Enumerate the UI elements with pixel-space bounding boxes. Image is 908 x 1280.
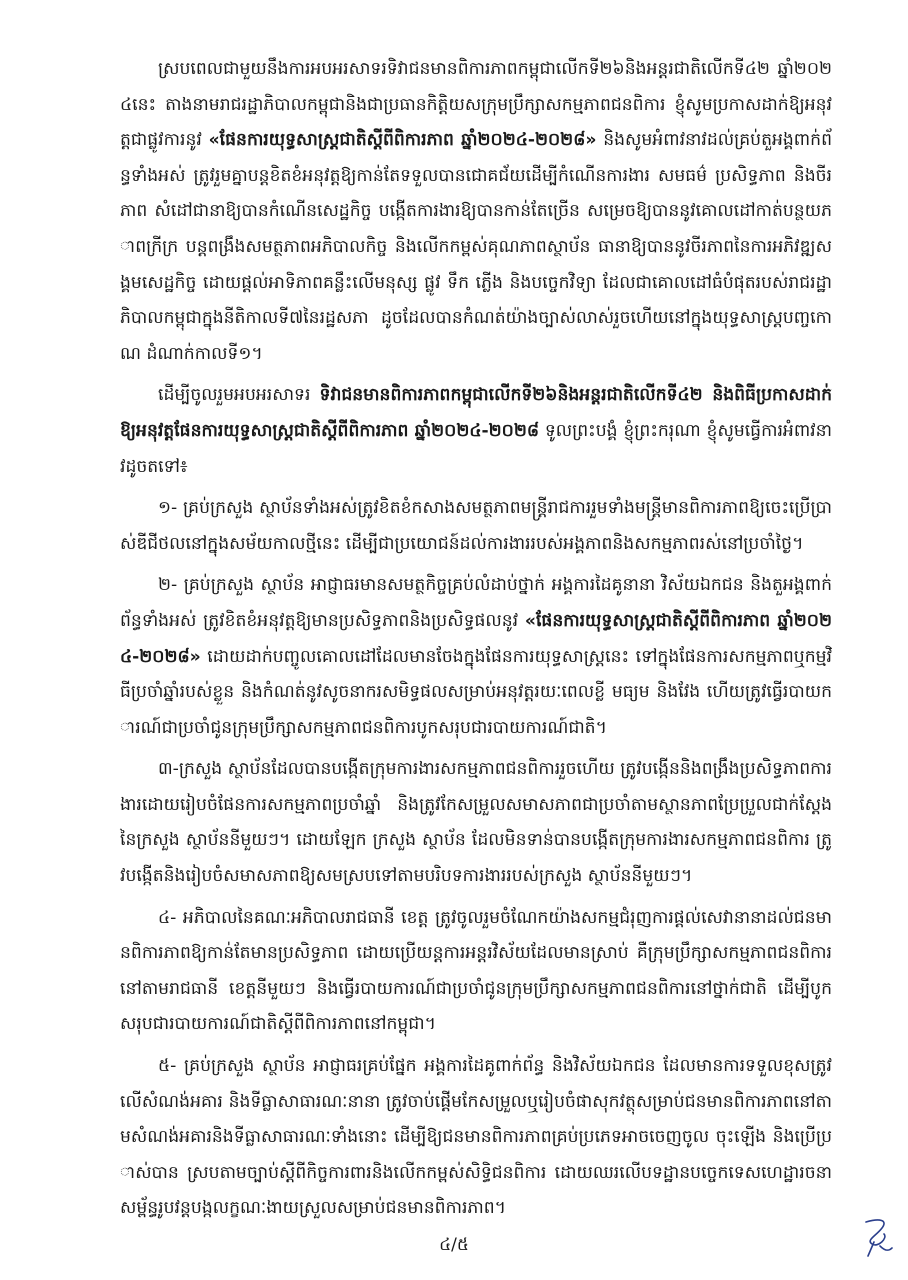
appeal-item-5 — [120, 1049, 832, 1227]
paragraph-1-text-1: ស្របពេលជាមួយនឹងការអបអរសាទរទិវាជនមានពិការភាពកម្ពុជាលើកទី២៦និងអន្តរជាតិលើកទី៤២ ឆ្នាំ២០២៤នេះ តាងនាមរាជរដ្ឋាភិបាលកម្ពុជានិងជាប្រធានកិត្តិយសក្រុមប្រឹក្សាសកម្មភាពជនពិការ ខ្ញុំសូមប្រកាសដាក់ឱ្យអនុវត្តជាផ្លូវការនូវ — [120, 59, 832, 151]
appeal-item-2 — [120, 568, 832, 746]
paragraph-1-plan-title: «ផែនការយុទ្ធសាស្ត្រជាតិស្តីពីពិការភាព ឆ្នាំ២០២៤-២០២៨» — [208, 130, 597, 151]
appeal-item-4 — [120, 901, 832, 1043]
page-number: ៤/៥ — [439, 1235, 469, 1255]
paragraph-2-event-title: ទិវាជនមានពិការភាពកម្ពុជាលើកទី២៦និងអន្តរជាតិលើកទី៤២ និងពិធីប្រកាសដាក់ឱ្យអនុវត្តផែនការយុទ្ធសាស្ត្រជាតិស្តីពីពិការភាព ឆ្នាំ២០២៤-២០២៨ — [120, 385, 832, 441]
appeal-item-5-text: ៥- គ្រប់ក្រសួង ស្ថាប័ន អាជ្ញាធរគ្រប់ផ្នែក អង្គការដៃគូពាក់ព័ន្ធ និងវិស័យឯកជន ដែលមានការទទួលខុសត្រូវលើសំណង់អគារ និងទីធ្លាសាធារណៈនានា ត្រូវចាប់ផ្តើមកែសម្រួលឬរៀបចំផាសុកវត្ថុសម្រាប់ជនមានពិការភាពនៅតាមសំណង់អគារនិងទីធ្លាសាធារណៈទាំងនោះ ដើម្បីឱ្យជនមានពិការភាពគ្រប់ប្រភេទអាចចេញចូល ចុះឡើង និងប្រើប្រាស់បាន ស្របតាមច្បាប់ស្តីពីកិច្ចការពារនិងលើកកម្ពស់សិទ្ធិជនពិការ ដោយឈរលើបទដ្ឋានបច្ចេកទេសហេដ្ឋារចនាសម្ព័ន្ធរូបវន្តបង្កលក្ខណៈងាយស្រួលសម្រាប់ជនមានពិការភាព។ — [120, 1056, 832, 1219]
appeal-item-1 — [120, 491, 832, 562]
appeal-item-2-text-1: ២- គ្រប់ក្រសួង ស្ថាប័ន អាជ្ញាធរមានសមត្ថកិច្ចគ្រប់លំដាប់ថ្នាក់ អង្គការដៃគូនានា វិស័យឯកជន និងតួអង្គពាក់ព័ន្ធទាំងអស់ ត្រូវខិតខំអនុវត្តឱ្យមានប្រសិទ្ធភាពនិងប្រសិទ្ធផលនូវ — [120, 575, 832, 631]
paragraph-1 — [120, 52, 832, 372]
document-body — [120, 52, 832, 1233]
paragraph-2-text-2: ទូលព្រះបង្គំ ខ្ញុំព្រះករុណា ខ្ញុំសូមធ្វើការអំពាវនាវដូចតទៅ៖ — [120, 420, 833, 477]
paragraph-1-text-2: និងសូមអំពាវនាវដល់គ្រប់តួអង្គពាក់ព័ន្ធទាំងអស់ ត្រូវរួមគ្នាបន្តខិតខំអនុវត្តឱ្យកាន់តែទទួលបានជោគជ័យដើម្បីកំណើនការងារ សមធម៌ ប្រសិទ្ធភាព និងចីរភាព សំដៅជានាឱ្យបានកំណើនសេដ្ឋកិច្ច បង្កើតការងារឱ្យបានកាន់តែច្រើន សម្រេចឱ្យបាននូវគោលដៅកាត់បន្ថយភាពក្រីក្រ បន្តពង្រឹងសមត្ថភាពអភិបាលកិច្ច និងលើកកម្ពស់គុណភាពស្ថាប័ន ធានាឱ្យបាននូវចីរភាពនៃការអភិវឌ្ឍសង្គមសេដ្ឋកិច្ច ដោយផ្តល់អាទិភាពគន្លឹះលើមនុស្ស ផ្លូវ ទឹក ភ្លើង និងបច្ចេកវិទ្យា ដែលជាគោលដៅធំបំផុតរបស់រាជរដ្ឋាភិបាលកម្ពុជាក្នុងនីតិកាលទី៧នៃរដ្ឋសភា ដូចដែលបានកំណត់យ៉ាងច្បាស់លាស់រួចហើយនៅក្នុងយុទ្ធសាស្ត្របញ្ចកោណ ដំណាក់កាលទី១។ — [120, 130, 832, 364]
appeal-item-3-text: ៣-ក្រសួង ស្ថាប័នដែលបានបង្កើតក្រុមការងារសកម្មភាពជនពិការរួចហើយ ត្រូវបង្កើននិងពង្រឹងប្រសិទ្ធភាពការងារដោយរៀបចំផែនការសកម្មភាពប្រចាំឆ្នាំ និងត្រូវកែសម្រួលសមាសភាពជាប្រចាំតាមស្ថានភាពប្រែប្រួលជាក់ស្តែងនៃក្រសួង ស្ថាប័ននីមួយៗ។ ដោយឡែក ក្រសួង ស្ថាប័ន ដែលមិនទាន់បានបង្កើតក្រុមការងារសកម្មភាពជនពិការ ត្រូវបង្កើតនិងរៀបចំសមាសភាពឱ្យសមស្របទៅតាមបរិបទការងាររបស់ក្រសួង ស្ថាប័ននីមួយៗ។ — [120, 759, 832, 887]
appeal-item-1-text: ១- គ្រប់ក្រសួង ស្ថាប័នទាំងអស់ត្រូវខិតខំកសាងសមត្ថភាពមន្ត្រីរាជការរួមទាំងមន្ត្រីមានពិការភាពឱ្យចេះប្រើប្រាស់ឌីជីថលនៅក្នុងសម័យកាលថ្មីនេះ ដើម្បីជាប្រយោជន៍ដល់ការងាររបស់អង្គភាពនិងសកម្មភាពរស់នៅប្រចាំថ្ងៃ។ — [120, 498, 832, 554]
appeal-item-4-text: ៤- អភិបាលនៃគណៈអភិបាលរាជធានី ខេត្ត ត្រូវចូលរួមចំណែកយ៉ាងសកម្មជំរុញការផ្តល់សេវានានាដល់ជនមានពិការភាពឱ្យកាន់តែមានប្រសិទ្ធភាព ដោយប្រើយន្តការអន្តរវិស័យដែលមានស្រាប់ គឺក្រុមប្រឹក្សាសកម្មភាពជនពិការនៅតាមរាជធានី ខេត្តនីមួយៗ និងធ្វើរបាយការណ៍ជាប្រចាំជូនក្រុមប្រឹក្សាសកម្មភាពជនពិការនៅថ្នាក់ជាតិ ដើម្បីបូកសរុបជារបាយការណ៍ជាតិស្តីពីពិការភាពនៅកម្ពុជា។ — [120, 907, 832, 1035]
initials-signature — [858, 1212, 898, 1262]
appeal-item-2-text-2: ដោយដាក់បញ្ចូលគោលដៅដែលមានចែងក្នុងផែនការយុទ្ធសាស្ត្រនេះ ទៅក្នុងផែនការសកម្មភាពឬកម្មវិធីប្រចាំឆ្នាំរបស់ខ្លួន និងកំណត់នូវសូចនាករសមិទ្ធផលសម្រាប់អនុវត្តរយៈពេលខ្លី មធ្យម និងវែង ហើយត្រូវធ្វើរបាយការណ៍ជាប្រចាំជូនក្រុមប្រឹក្សាសកម្មភាពជនពិការបូកសរុបជារបាយការណ៍ជាតិ។ — [120, 646, 832, 738]
paragraph-2-text-1: ដើម្បីចូលរួមអបអរសាទរ — [158, 385, 320, 406]
paragraph-2 — [120, 378, 832, 485]
appeal-item-3 — [120, 752, 832, 894]
appeal-item-2-plan-title: «ផែនការយុទ្ធសាស្ត្រជាតិស្តីពីពិការភាព ឆ្នាំ២០២៤-២០២៨» — [120, 610, 832, 667]
